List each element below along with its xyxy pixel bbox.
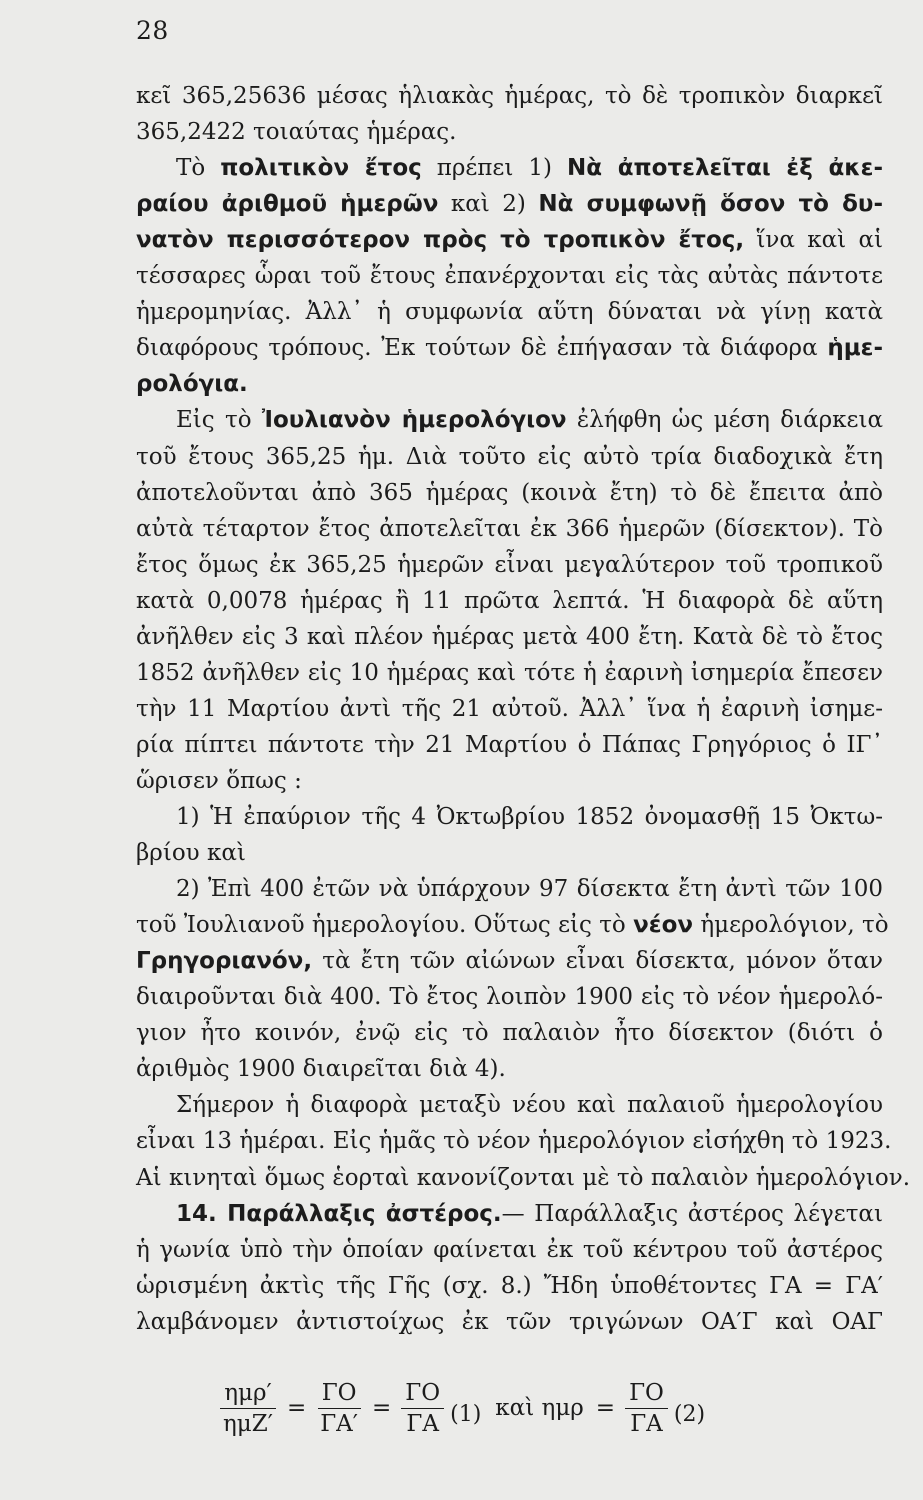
text-segment: λαμβάνομεν ἀντιστοίχως ἐκ τῶν τριγώνων ΟΑ′Γ καὶ ΟΑΓ xyxy=(136,1308,883,1335)
text-line xyxy=(176,871,883,907)
text-segment: πρέπει 1) xyxy=(421,155,567,182)
formula-fraction xyxy=(316,1380,362,1437)
text-segment: 1) Ἡ ἐπαύριον τῆς 4 Ὀκτωβρίου 1852 ὀνομασθῇ 15 Ὀκτω- xyxy=(176,804,883,830)
text-segment: τοῦ ἔτους 365,25 ἡμ. Διὰ τοῦτο εἰς αὐτὸ τρία διαδοχικὰ ἔτη xyxy=(136,443,883,470)
text-line xyxy=(136,294,883,330)
text-segment: καὶ 2) xyxy=(438,191,539,218)
text-line xyxy=(136,1268,883,1304)
text-line xyxy=(136,583,883,619)
text-segment: ὥρισεν ὅπως : xyxy=(136,767,302,794)
bold-term: πολιτικὸν ἔτος xyxy=(220,155,422,182)
formula-numerator: ΓΟ xyxy=(318,1380,361,1409)
text-segment: διαιροῦνται διὰ 400. Τὸ ἔτος λοιπὸν 1900 εἰς τὸ νέον ἡμερολό- xyxy=(136,984,883,1011)
text-line xyxy=(136,258,883,294)
formula-numerator: ημρ′ xyxy=(220,1380,275,1409)
text-segment: γιον ἦτο κοινόν, ἐνῷ εἰς τὸ παλαιὸν ἦτο δίσεκτον (διότι ὁ xyxy=(136,1020,883,1047)
text-segment: ἡ γωνία ὑπὸ τὴν ὁποίαν φαίνεται ἐκ τοῦ κέντρου τοῦ ἀστέρος xyxy=(136,1236,883,1263)
text-segment: ἐλήφθη ὡς μέση διάρκεια xyxy=(566,407,883,434)
text-segment: ἡμερολόγιον, τὸ xyxy=(693,912,889,939)
text-line xyxy=(136,1051,883,1087)
bold-term: Νὰ ἀποτελεῖται ἐξ ἀκε- xyxy=(566,155,883,182)
text-line xyxy=(136,619,883,655)
formula-fraction xyxy=(219,1380,277,1437)
text-line xyxy=(136,943,883,979)
equals-sign: = xyxy=(595,1395,616,1421)
bold-term: Γρηγοριανόν, xyxy=(136,948,313,975)
text-segment: Εἰς τὸ xyxy=(176,407,262,434)
equation-tag: (2) xyxy=(673,1401,706,1427)
text-line xyxy=(136,330,883,366)
formula-text: καὶ ημρ xyxy=(495,1395,584,1421)
text-segment: εἶναι 13 ἡμέραι. Εἰς ἡμᾶς τὸ νέον ἡμερολόγιον εἰσήχθη τὸ 1923. xyxy=(136,1128,892,1155)
text-segment: ἀποτελοῦνται ἀπὸ 365 ἡμέρας (κοινὰ ἔτη) τὸ δὲ ἔπειτα ἀπὸ xyxy=(136,479,883,506)
text-segment: Αἱ κινηταὶ ὅμως ἑορταὶ κανονίζονται μὲ τὸ παλαιὸν ἡμερολόγιον. xyxy=(136,1164,911,1191)
page-number: 28 xyxy=(136,16,169,45)
text-segment: ρία πίπτει πάντοτε τὴν 21 Μαρτίου ὁ Πάπας Γρηγόριος ὁ ΙΓ᾽ xyxy=(136,731,883,758)
text-segment: κεῖ 365,25636 μέσας ἡλιακὰς ἡμέρας, τὸ δὲ τροπικὸν διαρκεῖ xyxy=(136,83,883,109)
text-line xyxy=(176,402,883,438)
formula-denominator: ΓΑ xyxy=(406,1410,439,1437)
text-segment: — Παράλλαξις ἀστέρος λέγεται xyxy=(501,1200,883,1227)
formula-numerator: ΓΟ xyxy=(401,1380,444,1409)
text-segment: τὴν 11 Μαρτίου ἀντὶ τῆς 21 αὐτοῦ. Ἀλλ᾽ ἵνα ἡ ἐαρινὴ ἰσημε- xyxy=(136,695,883,722)
text-line xyxy=(136,114,883,150)
equals-sign: = xyxy=(372,1395,392,1421)
bold-term: νατὸν περισσότερον πρὸς τὸ τροπικὸν ἔτος, xyxy=(136,227,745,254)
text-segment: ἔτος ὅμως ἐκ 365,25 ἡμερῶν εἶναι μεγαλύτερον τοῦ τροπικοῦ xyxy=(136,551,883,578)
text-line xyxy=(176,799,883,835)
text-line xyxy=(136,835,883,871)
text-line xyxy=(176,1087,883,1123)
formula-fraction xyxy=(625,1380,668,1437)
text-line xyxy=(136,1015,883,1051)
text-segment: Σήμερον ἡ διαφορὰ μεταξὺ νέου καὶ παλαιοῦ ἡμερολογίου xyxy=(176,1092,883,1119)
text-line xyxy=(136,547,883,583)
bold-term: ραίου ἀριθμοῦ ἡμερῶν xyxy=(136,191,439,218)
text-segment: αὐτὰ τέταρτον ἔτος ἀποτελεῖται ἐκ 366 ἡμερῶν (δίσεκτον). Τὸ xyxy=(136,515,883,542)
text-segment: ἵνα καὶ αἱ xyxy=(744,227,883,254)
text-line xyxy=(136,1304,883,1340)
text-line xyxy=(136,979,883,1015)
bold-term: νέον xyxy=(633,912,694,939)
text-segment: ἡμερομηνίας. Ἀλλ᾽ ἡ συμφωνία αὕτη δύναται νὰ γίνῃ κατὰ xyxy=(136,299,883,326)
text-line xyxy=(136,439,883,475)
text-line xyxy=(136,655,883,691)
text-line xyxy=(136,691,883,727)
text-line xyxy=(136,1232,883,1268)
text-line xyxy=(136,727,883,763)
equals-sign: = xyxy=(286,1395,307,1421)
text-segment: κατὰ 0,0078 ἡμέρας ἢ 11 πρῶτα λεπτά. Ἡ διαφορὰ δὲ αὕτη xyxy=(136,587,883,614)
text-segment: τοῦ Ἰουλιανοῦ ἡμερολογίου. Οὕτως εἰς τὸ xyxy=(136,912,634,939)
text-segment: 365,2422 τοιαύτας ἡμέρας. xyxy=(136,119,457,146)
text-line xyxy=(136,475,883,511)
text-line xyxy=(136,78,883,114)
text-line xyxy=(136,222,883,258)
text-segment: ἀνῆλθεν εἰς 3 καὶ πλέον ἡμέρας μετὰ 400 ἔτη. Κατὰ δὲ τὸ ἔτος xyxy=(136,623,883,650)
text-line xyxy=(176,1196,883,1232)
text-line xyxy=(136,186,883,222)
text-segment: βρίου καὶ xyxy=(136,840,246,867)
text-line xyxy=(136,511,883,547)
text-line xyxy=(136,763,883,799)
equation-tag: (1) xyxy=(450,1401,482,1427)
text-line xyxy=(136,907,889,943)
bold-term: Νὰ συμφωνῇ ὅσον τὸ δυ- xyxy=(538,191,884,218)
parallax-formula xyxy=(215,1368,705,1448)
text-line xyxy=(136,366,883,402)
bold-term: ἡμε- xyxy=(827,335,883,362)
formula-numerator: ΓΟ xyxy=(625,1380,668,1409)
formula-denominator: ΓΑ′ xyxy=(320,1410,359,1437)
text-segment: 2) Ἐπὶ 400 ἐτῶν νὰ ὑπάρχουν 97 δίσεκτα ἔτη ἀντὶ τῶν 100 xyxy=(176,876,883,903)
text-segment: ἀριθμὸς 1900 διαιρεῖται διὰ 4). xyxy=(136,1056,506,1083)
text-line xyxy=(136,1160,911,1196)
text-segment: διαφόρους τρόπους. Ἐκ τούτων δὲ ἐπήγασαν τὰ διάφορα xyxy=(136,335,828,362)
formula-fraction xyxy=(401,1380,444,1437)
bold-term: ρολόγια. xyxy=(136,371,248,398)
text-segment: 1852 ἀνῆλθεν εἰς 10 ἡμέρας καὶ τότε ἡ ἐαρινὴ ἰσημερία ἔπεσεν xyxy=(136,659,883,686)
bold-term: Ἰουλιανὸν ἡμερολόγιον xyxy=(261,407,567,434)
formula-denominator: ΓΑ xyxy=(630,1410,663,1437)
text-segment: ὡρισμένη ἀκτὶς τῆς Γῆς (σχ. 8.) Ἤδη ὑποθέτοντες ΓΑ = ΓΑ′ xyxy=(136,1272,883,1299)
bold-term: 14. Παράλλαξις ἀστέρος. xyxy=(176,1200,502,1227)
text-segment: Τὸ xyxy=(176,155,221,182)
formula-denominator: ημΖ′ xyxy=(223,1410,273,1437)
text-line xyxy=(136,1123,892,1159)
text-segment: τὰ ἔτη τῶν αἰώνων εἶναι δίσεκτα, μόνον ὅταν xyxy=(312,948,883,975)
text-line xyxy=(176,150,883,186)
text-segment: τέσσαρες ὧραι τοῦ ἔτους ἐπανέρχονται εἰς τὰς αὐτὰς πάντοτε xyxy=(136,263,883,290)
